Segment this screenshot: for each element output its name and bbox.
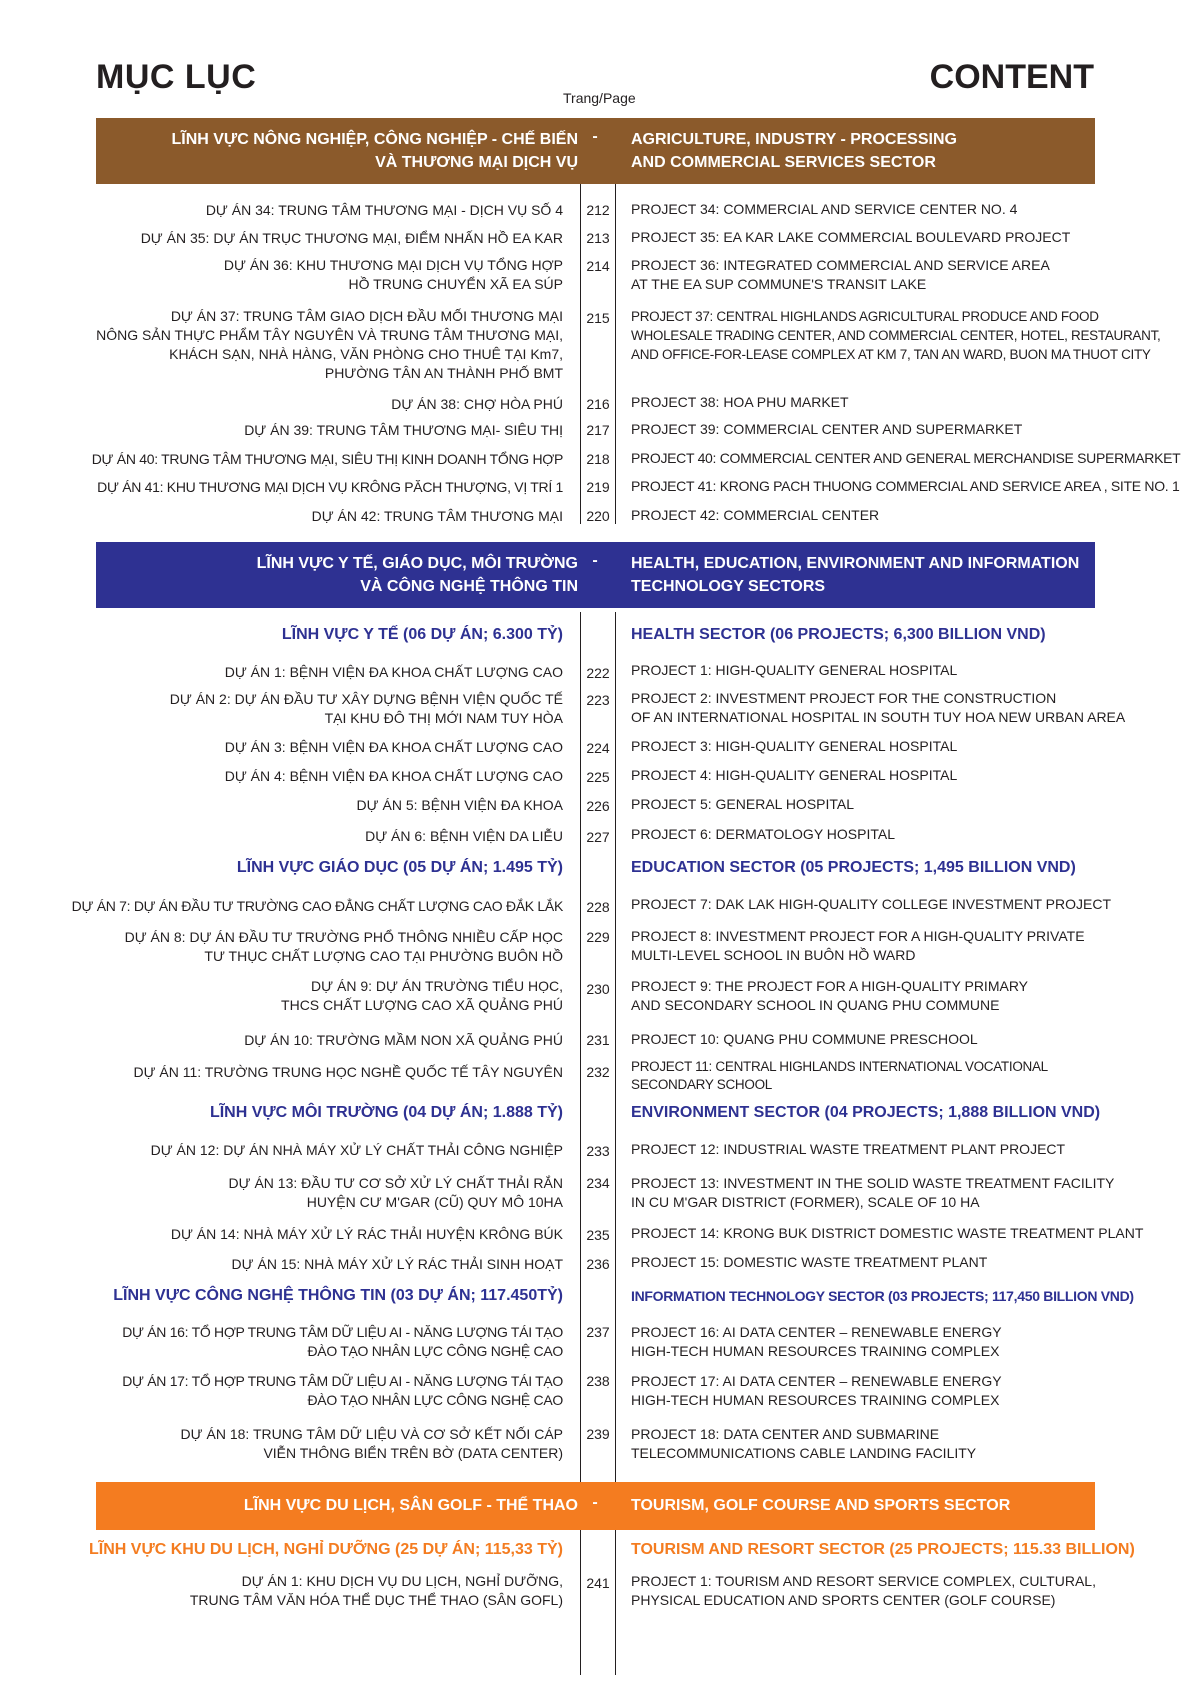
- subsection-title-vi: LĨNH VỰC GIÁO DỤC (05 DỰ ÁN; 1.495 TỶ): [236, 859, 563, 876]
- toc-entry-en: [631, 506, 879, 525]
- band-title-en: TOURISM, GOLF COURSE AND SPORTS SECTOR: [631, 1497, 1011, 1514]
- toc-entry-en: [631, 1224, 1143, 1243]
- toc-entry-page: 229: [586, 929, 610, 945]
- toc-entry-line: OF AN INTERNATIONAL HOSPITAL IN SOUTH TUY HOA NEW URBAN AREA: [631, 709, 1126, 725]
- toc-entry-page: 239: [586, 1426, 610, 1442]
- toc-entry-en: [631, 228, 1070, 247]
- toc-entry-vi: [97, 478, 563, 497]
- toc-entry-en: [631, 1174, 1114, 1212]
- toc-entry-page: 236: [586, 1256, 610, 1272]
- toc-entry-line: THCS CHẤT LƯỢNG CAO XÃ QUẢNG PHÚ: [281, 997, 563, 1013]
- toc-entry-vi: [225, 738, 563, 757]
- toc-entry-page: 217: [586, 422, 610, 438]
- page-title-vi: MỤC LỤC: [96, 58, 257, 96]
- toc-entry-line: DỰ ÁN 36: KHU THƯƠNG MẠI DỊCH VỤ TỔNG HỢP: [223, 257, 563, 273]
- toc-entry-en: [631, 1030, 978, 1049]
- toc-entry-vi: [224, 256, 563, 294]
- toc-entry-page: 225: [586, 769, 610, 785]
- toc-entry-vi: [312, 507, 563, 526]
- toc-entry-line: DỰ ÁN 10: TRƯỜNG MẦM NON XÃ QUẢNG PHÚ: [244, 1032, 563, 1048]
- toc-entry-line: DỰ ÁN 16: TỔ HỢP TRUNG TÂM DỮ LIỆU AI - NĂNG LƯỢNG TÁI TẠO: [122, 1324, 563, 1340]
- toc-entry-page: 227: [586, 829, 610, 845]
- toc-entry-page: 219: [586, 479, 610, 495]
- toc-entry-en: [631, 393, 849, 412]
- toc-entry-line: DỰ ÁN 39: TRUNG TÂM THƯƠNG MẠI- SIÊU THỊ: [244, 422, 563, 438]
- toc-entry-page: 218: [586, 451, 610, 467]
- toc-entry-en: [631, 1425, 976, 1463]
- section-band-agriculture: [96, 118, 1095, 184]
- toc-entry-page: 215: [586, 310, 610, 326]
- page-column-divider-right: [615, 1530, 616, 1675]
- toc-entry-vi: [181, 1425, 563, 1463]
- toc-entry-en: [631, 1140, 1065, 1159]
- toc-entry-line: DỰ ÁN 7: DỰ ÁN ĐẦU TƯ TRƯỜNG CAO ĐẲNG CHẤT LƯỢNG CAO ĐẮK LẮK: [71, 898, 563, 914]
- toc-entry-line: PROJECT 18: DATA CENTER AND SUBMARINE: [631, 1426, 940, 1442]
- band-title-vi: LĨNH VỰC Y TẾ, GIÁO DỤC, MÔI TRƯỜNG: [256, 555, 578, 572]
- toc-entry-line: PROJECT 13: INVESTMENT IN THE SOLID WASTE TREATMENT FACILITY: [631, 1175, 1115, 1191]
- page-column-label: Trang/Page: [563, 90, 636, 106]
- toc-entry-line: PROJECT 40: COMMERCIAL CENTER AND GENERAL MERCHANDISE SUPERMARKET: [631, 450, 1181, 466]
- toc-entry-en: [631, 1253, 987, 1272]
- toc-entry-line: AND OFFICE-FOR-LEASE COMPLEX AT KM 7, TAN AN WARD, BUON MA THUOT CITY: [631, 347, 1151, 362]
- toc-entry-line: PROJECT 42: COMMERCIAL CENTER: [631, 507, 880, 523]
- toc-entry-en: [631, 256, 1050, 294]
- toc-entry-page: 235: [586, 1227, 610, 1243]
- toc-entry-vi: [228, 1174, 563, 1212]
- toc-entry-vi: [141, 229, 563, 248]
- toc-entry-line: DỰ ÁN 40: TRUNG TÂM THƯƠNG MẠI, SIÊU THỊ KINH DOANH TỔNG HỢP: [91, 451, 563, 467]
- toc-entry-en: [631, 1058, 1048, 1094]
- toc-entry-line: DỰ ÁN 17: TỔ HỢP TRUNG TÂM DỮ LIỆU AI - NĂNG LƯỢNG TÁI TẠO: [122, 1373, 563, 1389]
- toc-entry-line: DỰ ÁN 34: TRUNG TÂM THƯƠNG MẠI - DỊCH VỤ SỐ 4: [205, 202, 563, 218]
- toc-entry-en: [631, 689, 1125, 727]
- page-title-en: CONTENT: [929, 58, 1094, 96]
- toc-entry-line: TELECOMMUNICATIONS CABLE LANDING FACILITY: [631, 1445, 977, 1461]
- toc-entry-en: [631, 795, 854, 814]
- toc-entry-vi: [170, 690, 563, 728]
- toc-entry-line: IN CU M'GAR DISTRICT (FORMER), SCALE OF 10 HA: [631, 1194, 980, 1210]
- toc-entry-page: 214: [586, 258, 610, 274]
- toc-entry-page: 232: [586, 1064, 610, 1080]
- toc-entry-line: PROJECT 16: AI DATA CENTER – RENEWABLE ENERGY: [631, 1324, 1002, 1340]
- toc-entry-line: ĐÀO TẠO NHÂN LỰC CÔNG NGHỆ CAO: [307, 1392, 563, 1408]
- toc-entry-line: DỰ ÁN 37: TRUNG TÂM GIAO DỊCH ĐẦU MỐI THƯƠNG MẠI: [170, 308, 563, 324]
- toc-entry-line: DỰ ÁN 1: BỆNH VIỆN ĐA KHOA CHẤT LƯỢNG CAO: [224, 664, 563, 680]
- toc-entry-vi: [190, 1572, 563, 1610]
- toc-entry-line: HIGH-TECH HUMAN RESOURCES TRAINING COMPLEX: [631, 1392, 1000, 1408]
- toc-entry-line: DỰ ÁN 11: TRƯỜNG TRUNG HỌC NGHỀ QUỐC TẾ TÂY NGUYÊN: [133, 1064, 563, 1080]
- toc-entry-line: PROJECT 14: KRONG BUK DISTRICT DOMESTIC WASTE TREATMENT PLANT: [631, 1225, 1144, 1241]
- toc-entry-vi: [225, 663, 563, 682]
- toc-entry-line: SECONDARY SCHOOL: [631, 1077, 772, 1092]
- toc-entry-line: PROJECT 11: CENTRAL HIGHLANDS INTERNATIONAL VOCATIONAL: [631, 1059, 1048, 1074]
- band-dash: -: [592, 128, 598, 145]
- toc-entry-line: PROJECT 8: INVESTMENT PROJECT FOR A HIGH-QUALITY PRIVATE: [631, 928, 1085, 944]
- toc-entry-en: [631, 661, 957, 680]
- toc-entry-page: 224: [586, 740, 610, 756]
- toc-entry-en: [631, 307, 1160, 364]
- toc-entry-vi: [357, 796, 563, 815]
- toc-entry-line: DỰ ÁN 2: DỰ ÁN ĐẦU TƯ XÂY DỰNG BỆNH VIỆN QUỐC TẾ: [169, 691, 563, 707]
- toc-entry-line: DỰ ÁN 3: BỆNH VIỆN ĐA KHOA CHẤT LƯỢNG CAO: [224, 739, 563, 755]
- toc-entry-line: HUYỆN CƯ M'GAR (CŨ) QUY MÔ 10HA: [306, 1194, 563, 1210]
- toc-entry-en: [631, 927, 1085, 965]
- toc-entry-vi: [244, 421, 563, 440]
- subsection-title-vi: LĨNH VỰC CÔNG NGHỆ THÔNG TIN (03 DỰ ÁN; 117.450TỶ): [113, 1287, 563, 1304]
- toc-entry-line: PROJECT 1: TOURISM AND RESORT SERVICE COMPLEX, CULTURAL,: [631, 1573, 1096, 1589]
- toc-entry-line: PHƯỜNG TÂN AN THÀNH PHỐ BMT: [324, 365, 563, 381]
- toc-entry-line: DỰ ÁN 15: NHÀ MÁY XỬ LÝ RÁC THẢI SINH HOẠT: [231, 1256, 563, 1272]
- subsection-title-en: EDUCATION SECTOR (05 PROJECTS; 1,495 BILLION VND): [631, 859, 1076, 876]
- toc-entry-line: PHYSICAL EDUCATION AND SPORTS CENTER (GOLF COURSE): [631, 1592, 1056, 1608]
- subsection-title-en: TOURISM AND RESORT SECTOR (25 PROJECTS; 115.33 BILLION): [631, 1541, 1135, 1558]
- toc-entry-line: AND SECONDARY SCHOOL IN QUANG PHU COMMUNE: [631, 997, 1000, 1013]
- toc-entry-line: PROJECT 12: INDUSTRIAL WASTE TREATMENT PLANT PROJECT: [631, 1141, 1066, 1157]
- toc-entry-line: NÔNG SẢN THỰC PHẨM TÂY NGUYÊN VÀ TRUNG TÂM THƯƠNG MẠI,: [96, 327, 563, 343]
- toc-entry-page: 237: [586, 1324, 610, 1340]
- toc-entry-line: DỰ ÁN 12: DỰ ÁN NHÀ MÁY XỬ LÝ CHẤT THẢI CÔNG NGHIỆP: [150, 1142, 563, 1158]
- toc-entry-line: DỰ ÁN 35: DỰ ÁN TRỤC THƯƠNG MẠI, ĐIỂM NHẤN HỒ EA KAR: [140, 230, 563, 246]
- toc-entry-en: [631, 420, 1022, 439]
- toc-entry-line: DỰ ÁN 18: TRUNG TÂM DỮ LIỆU VÀ CƠ SỞ KẾT NỐI CÁP: [180, 1426, 563, 1442]
- subsection-title-en: ENVIRONMENT SECTOR (04 PROJECTS; 1,888 BILLION VND): [631, 1104, 1101, 1121]
- toc-entry-page: 216: [586, 396, 610, 412]
- toc-entry-line: PROJECT 6: DERMATOLOGY HOSPITAL: [631, 826, 895, 842]
- toc-entry-vi: [122, 1323, 563, 1361]
- toc-entry-line: DỰ ÁN 4: BỆNH VIỆN ĐA KHOA CHẤT LƯỢNG CAO: [224, 768, 563, 784]
- toc-entry-en: [631, 200, 1017, 219]
- toc-entry-en: [631, 977, 1028, 1015]
- band-dash: -: [592, 1494, 598, 1511]
- toc-entry-en: [631, 1572, 1096, 1610]
- toc-entry-vi: [232, 1255, 563, 1274]
- toc-entry-en: [631, 449, 1180, 468]
- band-title-en: AGRICULTURE, INDUSTRY - PROCESSING: [631, 131, 957, 148]
- toc-entry-line: MULTI-LEVEL SCHOOL IN BUÔN HỒ WARD: [631, 947, 916, 963]
- toc-entry-vi: [225, 767, 563, 786]
- section-band-health-education: [96, 542, 1095, 608]
- toc-entry-line: PROJECT 38: HOA PHU MARKET: [631, 394, 849, 410]
- toc-entry-line: PROJECT 10: QUANG PHU COMMUNE PRESCHOOL: [631, 1031, 978, 1047]
- toc-entry-page: 222: [586, 665, 610, 681]
- toc-entry-line: TRUNG TÂM VĂN HÓA THỂ DỤC THỂ THAO (SÂN GOFL): [189, 1592, 563, 1608]
- toc-entry-page: 226: [586, 798, 610, 814]
- toc-entry-en: [631, 737, 957, 756]
- toc-entry-page: 234: [586, 1175, 610, 1191]
- toc-entry-page: 230: [586, 981, 610, 997]
- toc-entry-vi: [281, 977, 563, 1015]
- toc-entry-vi: [391, 395, 563, 414]
- page-column-divider-left: [580, 1530, 581, 1675]
- toc-entry-line: KHÁCH SẠN, NHÀ HÀNG, VĂN PHÒNG CHO THUÊ TẠI Km7,: [169, 346, 563, 362]
- band-title-vi: VÀ THƯƠNG MẠI DỊCH VỤ: [375, 154, 578, 171]
- toc-entry-line: VIỄN THÔNG BIỂN TRÊN BỜ (DATA CENTER): [263, 1445, 563, 1461]
- band-dash: -: [592, 552, 598, 569]
- toc-entry-vi: [244, 1031, 563, 1050]
- toc-entry-en: [631, 825, 895, 844]
- toc-entry-line: DỰ ÁN 6: BỆNH VIỆN DA LIỄU: [365, 828, 563, 844]
- toc-entry-line: HỒ TRUNG CHUYỂN XÃ EA SÚP: [348, 276, 563, 292]
- toc-entry-line: WHOLESALE TRADING CENTER, AND COMMERCIAL CENTER, HOTEL, RESTAURANT,: [631, 328, 1161, 343]
- band-title-en: TECHNOLOGY SECTORS: [631, 578, 826, 595]
- toc-entry-vi: [96, 307, 563, 383]
- toc-entry-page: 231: [586, 1032, 610, 1048]
- toc-entry-page: 233: [586, 1143, 610, 1159]
- toc-entry-line: TẠI KHU ĐÔ THỊ MỚI NAM TUY HÒA: [324, 710, 563, 726]
- toc-entry-line: DỰ ÁN 42: TRUNG TÂM THƯƠNG MẠI: [311, 508, 563, 524]
- toc-entry-vi: [206, 201, 563, 220]
- toc-entry-line: PROJECT 39: COMMERCIAL CENTER AND SUPERMARKET: [631, 421, 1023, 437]
- toc-entry-line: PROJECT 3: HIGH-QUALITY GENERAL HOSPITAL: [631, 738, 958, 754]
- toc-entry-vi: [122, 1372, 563, 1410]
- toc-entry-page: 228: [586, 899, 610, 915]
- toc-entry-line: PROJECT 34: COMMERCIAL AND SERVICE CENTER NO. 4: [631, 201, 1018, 217]
- toc-entry-page: 238: [586, 1373, 610, 1389]
- toc-entry-en: [631, 1323, 1002, 1361]
- toc-entry-vi: [365, 827, 563, 846]
- toc-entry-line: PROJECT 2: INVESTMENT PROJECT FOR THE CONSTRUCTION: [631, 690, 1057, 706]
- band-title-vi: LĨNH VỰC NÔNG NGHIỆP, CÔNG NGHIỆP - CHẾ BIẾN: [171, 131, 578, 148]
- toc-entry-line: DỰ ÁN 8: DỰ ÁN ĐẦU TƯ TRƯỜNG PHỔ THÔNG NHIỀU CẤP HỌC: [124, 929, 563, 945]
- toc-entry-line: PROJECT 5: GENERAL HOSPITAL: [631, 796, 855, 812]
- toc-entry-vi: [151, 1141, 563, 1160]
- toc-entry-line: PROJECT 15: DOMESTIC WASTE TREATMENT PLANT: [631, 1254, 988, 1270]
- toc-entry-en: [631, 766, 957, 785]
- section-band-tourism: [96, 1482, 1095, 1530]
- toc-entry-en: [631, 1372, 1002, 1410]
- toc-entry-line: PROJECT 7: DAK LAK HIGH-QUALITY COLLEGE INVESTMENT PROJECT: [631, 896, 1111, 912]
- toc-entry-line: DỰ ÁN 14: NHÀ MÁY XỬ LÝ RÁC THẢI HUYỆN KRÔNG BÚK: [170, 1226, 563, 1242]
- toc-entry-line: DỰ ÁN 1: KHU DỊCH VỤ DU LỊCH, NGHỈ DƯỠNG,: [241, 1573, 563, 1589]
- toc-entry-line: DỰ ÁN 5: BỆNH VIỆN ĐA KHOA: [356, 797, 563, 813]
- toc-entry-line: DỰ ÁN 9: DỰ ÁN TRƯỜNG TIỂU HỌC,: [311, 978, 563, 994]
- subsection-title-en: INFORMATION TECHNOLOGY SECTOR (03 PROJECTS; 117,450 BILLION VND): [631, 1288, 1134, 1304]
- toc-entry-line: PROJECT 17: AI DATA CENTER – RENEWABLE ENERGY: [631, 1373, 1002, 1389]
- band-title-en: HEALTH, EDUCATION, ENVIRONMENT AND INFORMATION: [631, 555, 1080, 572]
- toc-entry-en: [631, 477, 1179, 496]
- toc-entry-line: TƯ THỤC CHẤT LƯỢNG CAO TẠI PHƯỜNG BUÔN HỒ: [204, 948, 563, 964]
- toc-entry-line: DỰ ÁN 41: KHU THƯƠNG MẠI DỊCH VỤ KRÔNG PĂCH THƯỢNG, VỊ TRÍ 1: [97, 479, 563, 495]
- subsection-title-vi: LĨNH VỰC Y TẾ (06 DỰ ÁN; 6.300 TỶ): [281, 626, 563, 643]
- toc-entry-vi: [133, 1063, 563, 1082]
- toc-entry-page: 213: [586, 230, 610, 246]
- toc-entry-line: DỰ ÁN 38: CHỢ HÒA PHÚ: [391, 396, 563, 412]
- toc-entry-line: PROJECT 41: KRONG PACH THUONG COMMERCIAL AND SERVICE AREA , SITE NO. 1: [631, 478, 1180, 494]
- toc-entry-line: DỰ ÁN 13: ĐẦU TƯ CƠ SỞ XỬ LÝ CHẤT THẢI RẮN: [228, 1175, 563, 1191]
- toc-entry-line: PROJECT 1: HIGH-QUALITY GENERAL HOSPITAL: [631, 662, 958, 678]
- toc-entry-line: PROJECT 36: INTEGRATED COMMERCIAL AND SERVICE AREA: [631, 257, 1050, 273]
- toc-entry-line: ĐÀO TẠO NHÂN LỰC CÔNG NGHỆ CAO: [307, 1343, 563, 1359]
- toc-entry-line: PROJECT 9: THE PROJECT FOR A HIGH-QUALITY PRIMARY: [631, 978, 1029, 994]
- toc-entry-page: 220: [586, 508, 610, 524]
- toc-entry-vi: [171, 1225, 563, 1244]
- subsection-title-vi: LĨNH VỰC MÔI TRƯỜNG (04 DỰ ÁN; 1.888 TỶ): [209, 1104, 563, 1121]
- toc-entry-line: AT THE EA SUP COMMUNE'S TRANSIT LAKE: [631, 276, 927, 292]
- toc-entry-page: 241: [586, 1575, 610, 1591]
- toc-entry-vi: [72, 897, 563, 916]
- band-title-vi: VÀ CÔNG NGHỆ THÔNG TIN: [360, 578, 578, 595]
- toc-entry-line: HIGH-TECH HUMAN RESOURCES TRAINING COMPLEX: [631, 1343, 1000, 1359]
- toc-entry-line: PROJECT 4: HIGH-QUALITY GENERAL HOSPITAL: [631, 767, 958, 783]
- band-title-en: AND COMMERCIAL SERVICES SECTOR: [631, 154, 936, 171]
- band-title-vi: LĨNH VỰC DU LỊCH, SÂN GOLF - THỂ THAO: [243, 1497, 578, 1514]
- toc-entry-en: [631, 895, 1111, 914]
- toc-entry-line: PROJECT 35: EA KAR LAKE COMMERCIAL BOULEVARD PROJECT: [631, 229, 1071, 245]
- subsection-title-en: HEALTH SECTOR (06 PROJECTS; 6,300 BILLION VND): [631, 626, 1046, 643]
- toc-entry-line: PROJECT 37: CENTRAL HIGHLANDS AGRICULTURAL PRODUCE AND FOOD: [631, 309, 1099, 324]
- subsection-title-vi: LĨNH VỰC KHU DU LỊCH, NGHỈ DƯỠNG (25 DỰ ÁN; 115,33 TỶ): [89, 1541, 563, 1558]
- toc-entry-page: 212: [586, 202, 610, 218]
- toc-entry-page: 223: [586, 692, 610, 708]
- toc-entry-vi: [125, 928, 563, 966]
- toc-entry-vi: [92, 450, 563, 469]
